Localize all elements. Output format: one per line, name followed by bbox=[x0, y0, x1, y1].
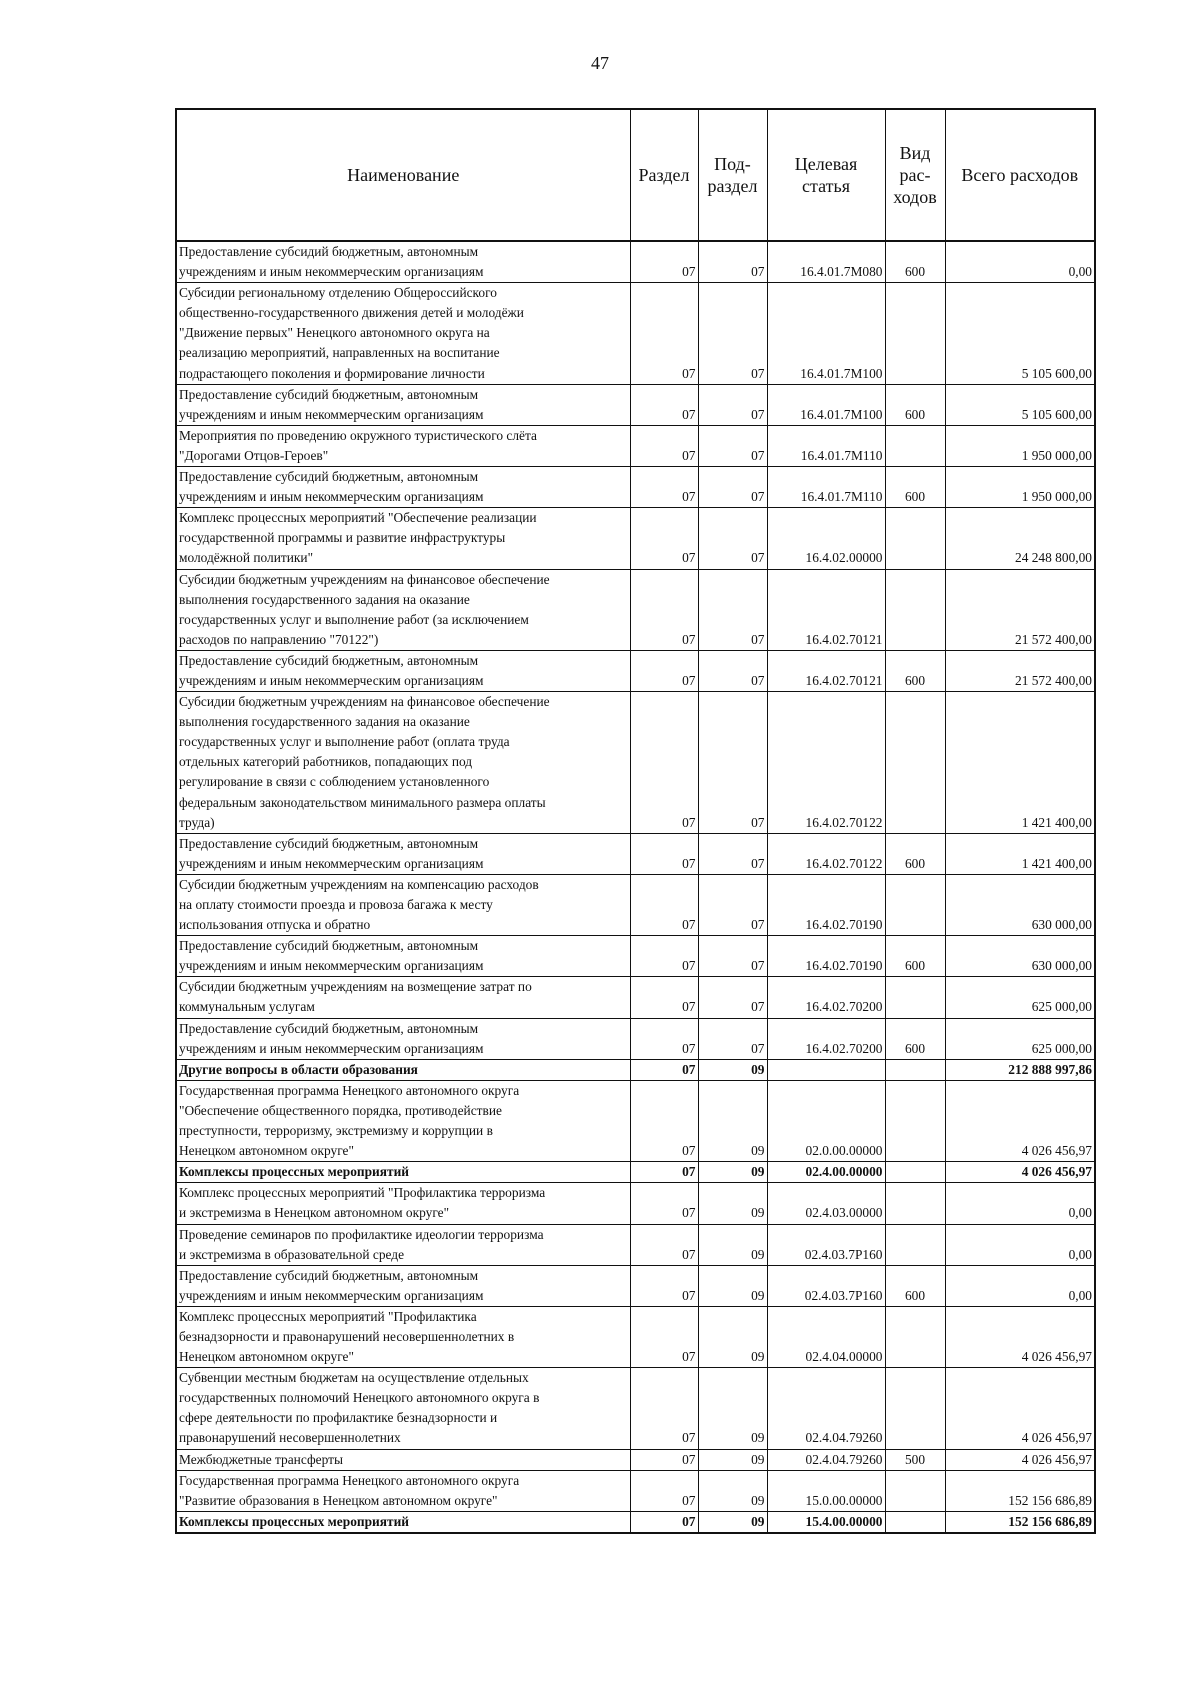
row-name: Комплексы процессных мероприятий bbox=[176, 1511, 630, 1533]
row-total: 4 026 456,97 bbox=[945, 1368, 1095, 1449]
row-total: 5 105 600,00 bbox=[945, 384, 1095, 425]
row-podrazdel: 09 bbox=[698, 1162, 767, 1183]
row-celevaya-statya: 02.4.03.00000 bbox=[767, 1183, 885, 1224]
header-podrazdel: Под- раздел bbox=[698, 109, 767, 241]
row-razdel: 07 bbox=[630, 508, 698, 569]
row-vid-rashodov bbox=[885, 1183, 945, 1224]
table-row bbox=[176, 1224, 1095, 1265]
page-number: 47 bbox=[591, 53, 609, 73]
row-name: Субсидии региональному отделению Общероссийского общественно-государственного движения детей и молодёжи "Движение первых" Ненецкого автономного округа на реализацию мероприятий, направленных на воспитание подрастающего поколения и формирование личности bbox=[176, 283, 630, 384]
row-vid-rashodov: 600 bbox=[885, 467, 945, 508]
table-row bbox=[176, 833, 1095, 874]
row-podrazdel: 09 bbox=[698, 1306, 767, 1367]
row-total: 152 156 686,89 bbox=[945, 1511, 1095, 1533]
table-row bbox=[176, 874, 1095, 935]
row-celevaya-statya: 16.4.02.70200 bbox=[767, 977, 885, 1018]
row-celevaya-statya: 16.4.01.7М100 bbox=[767, 283, 885, 384]
row-total: 1 950 000,00 bbox=[945, 467, 1095, 508]
row-name: Комплекс процессных мероприятий "Профилактика терроризма и экстремизма в Ненецком автономном округе" bbox=[176, 1183, 630, 1224]
row-vid-rashodov: 600 bbox=[885, 936, 945, 977]
row-name: Предоставление субсидий бюджетным, автономным учреждениям и иным некоммерческим организациям bbox=[176, 833, 630, 874]
table-row bbox=[176, 1449, 1095, 1470]
row-name: Межбюджетные трансферты bbox=[176, 1449, 630, 1470]
table-row bbox=[176, 241, 1095, 283]
row-total: 625 000,00 bbox=[945, 1018, 1095, 1059]
header-celevaya-statya: Целевая статья bbox=[767, 109, 885, 241]
row-vid-rashodov bbox=[885, 508, 945, 569]
row-celevaya-statya: 16.4.02.70121 bbox=[767, 569, 885, 650]
row-podrazdel: 07 bbox=[698, 384, 767, 425]
row-razdel: 07 bbox=[630, 1449, 698, 1470]
row-vid-rashodov bbox=[885, 692, 945, 834]
row-vid-rashodov bbox=[885, 1470, 945, 1511]
row-name: Субвенции местным бюджетам на осуществление отдельных государственных полномочий Ненецкого автономного округа в сфере деятельности по профилактике безнадзорности и правонарушений несовершеннолетних bbox=[176, 1368, 630, 1449]
row-vid-rashodov bbox=[885, 425, 945, 466]
row-podrazdel: 07 bbox=[698, 283, 767, 384]
row-name: Предоставление субсидий бюджетным, автономным учреждениям и иным некоммерческим организациям bbox=[176, 936, 630, 977]
row-razdel: 07 bbox=[630, 833, 698, 874]
row-razdel: 07 bbox=[630, 569, 698, 650]
row-podrazdel: 09 bbox=[698, 1265, 767, 1306]
row-total: 0,00 bbox=[945, 241, 1095, 283]
row-razdel: 07 bbox=[630, 1162, 698, 1183]
row-vid-rashodov: 600 bbox=[885, 833, 945, 874]
row-vid-rashodov: 600 bbox=[885, 384, 945, 425]
row-name: Субсидии бюджетным учреждениям на возмещение затрат по коммунальным услугам bbox=[176, 977, 630, 1018]
row-celevaya-statya: 15.4.00.00000 bbox=[767, 1511, 885, 1533]
row-razdel: 07 bbox=[630, 1368, 698, 1449]
row-vid-rashodov: 600 bbox=[885, 1265, 945, 1306]
row-razdel: 07 bbox=[630, 241, 698, 283]
row-razdel: 07 bbox=[630, 1470, 698, 1511]
table-row bbox=[176, 692, 1095, 834]
row-total: 4 026 456,97 bbox=[945, 1162, 1095, 1183]
table-row bbox=[176, 977, 1095, 1018]
row-vid-rashodov bbox=[885, 283, 945, 384]
row-celevaya-statya: 02.4.03.7Р160 bbox=[767, 1265, 885, 1306]
row-razdel: 07 bbox=[630, 1018, 698, 1059]
row-total: 21 572 400,00 bbox=[945, 650, 1095, 691]
row-razdel: 07 bbox=[630, 936, 698, 977]
row-podrazdel: 07 bbox=[698, 977, 767, 1018]
table-row bbox=[176, 1306, 1095, 1367]
table-row bbox=[176, 650, 1095, 691]
row-podrazdel: 09 bbox=[698, 1059, 767, 1080]
row-razdel: 07 bbox=[630, 425, 698, 466]
row-podrazdel: 07 bbox=[698, 833, 767, 874]
row-razdel: 07 bbox=[630, 1224, 698, 1265]
row-total: 0,00 bbox=[945, 1183, 1095, 1224]
table-body bbox=[176, 241, 1095, 1533]
row-podrazdel: 09 bbox=[698, 1449, 767, 1470]
row-razdel: 07 bbox=[630, 874, 698, 935]
row-podrazdel: 07 bbox=[698, 241, 767, 283]
row-podrazdel: 09 bbox=[698, 1183, 767, 1224]
table-row bbox=[176, 1265, 1095, 1306]
row-total: 21 572 400,00 bbox=[945, 569, 1095, 650]
table-row bbox=[176, 1470, 1095, 1511]
row-vid-rashodov: 600 bbox=[885, 241, 945, 283]
row-celevaya-statya: 15.0.00.00000 bbox=[767, 1470, 885, 1511]
row-podrazdel: 07 bbox=[698, 569, 767, 650]
row-name: Субсидии бюджетным учреждениям на финансовое обеспечение выполнения государственного задания на оказание государственных услуг и выполнение работ (за исключением расходов по направлению "70122") bbox=[176, 569, 630, 650]
row-total: 0,00 bbox=[945, 1265, 1095, 1306]
table-row bbox=[176, 283, 1095, 384]
row-name: Комплексы процессных мероприятий bbox=[176, 1162, 630, 1183]
row-celevaya-statya: 16.4.02.00000 bbox=[767, 508, 885, 569]
row-podrazdel: 07 bbox=[698, 874, 767, 935]
row-celevaya-statya: 16.4.02.70190 bbox=[767, 874, 885, 935]
row-total: 4 026 456,97 bbox=[945, 1449, 1095, 1470]
row-total: 0,00 bbox=[945, 1224, 1095, 1265]
row-vid-rashodov bbox=[885, 1059, 945, 1080]
row-razdel: 07 bbox=[630, 1080, 698, 1161]
row-vid-rashodov bbox=[885, 1368, 945, 1449]
row-vid-rashodov bbox=[885, 569, 945, 650]
row-name: Субсидии бюджетным учреждениям на финансовое обеспечение выполнения государственного задания на оказание государственных услуг и выполнение работ (оплата труда отдельных категорий работников, попадающих под регулирование в связи с соблюдением установленного федеральным законодательством минимального размера оплаты труда) bbox=[176, 692, 630, 834]
row-total: 625 000,00 bbox=[945, 977, 1095, 1018]
row-podrazdel: 07 bbox=[698, 692, 767, 834]
budget-table bbox=[175, 108, 1096, 1534]
row-razdel: 07 bbox=[630, 977, 698, 1018]
row-name: Предоставление субсидий бюджетным, автономным учреждениям и иным некоммерческим организациям bbox=[176, 650, 630, 691]
row-celevaya-statya: 02.0.00.00000 bbox=[767, 1080, 885, 1161]
table-row bbox=[176, 1080, 1095, 1161]
row-razdel: 07 bbox=[630, 1265, 698, 1306]
header-name: Наименование bbox=[176, 109, 630, 241]
row-celevaya-statya: 02.4.00.00000 bbox=[767, 1162, 885, 1183]
row-razdel: 07 bbox=[630, 650, 698, 691]
row-name: Предоставление субсидий бюджетным, автономным учреждениям и иным некоммерческим организациям bbox=[176, 467, 630, 508]
row-total: 24 248 800,00 bbox=[945, 508, 1095, 569]
row-podrazdel: 07 bbox=[698, 650, 767, 691]
table-row bbox=[176, 1018, 1095, 1059]
row-vid-rashodov: 600 bbox=[885, 650, 945, 691]
row-celevaya-statya: 16.4.01.7М100 bbox=[767, 384, 885, 425]
table-header-row bbox=[176, 109, 1095, 241]
row-celevaya-statya: 16.4.01.7М110 bbox=[767, 467, 885, 508]
row-celevaya-statya: 16.4.02.70200 bbox=[767, 1018, 885, 1059]
row-podrazdel: 07 bbox=[698, 467, 767, 508]
row-podrazdel: 07 bbox=[698, 936, 767, 977]
row-total: 1 950 000,00 bbox=[945, 425, 1095, 466]
row-vid-rashodov bbox=[885, 1162, 945, 1183]
row-razdel: 07 bbox=[630, 1511, 698, 1533]
row-name: Предоставление субсидий бюджетным, автономным учреждениям и иным некоммерческим организациям bbox=[176, 241, 630, 283]
table-row bbox=[176, 508, 1095, 569]
row-razdel: 07 bbox=[630, 1306, 698, 1367]
row-podrazdel: 09 bbox=[698, 1511, 767, 1533]
table-row bbox=[176, 1059, 1095, 1080]
row-podrazdel: 07 bbox=[698, 1018, 767, 1059]
row-name: Субсидии бюджетным учреждениям на компенсацию расходов на оплату стоимости проезда и провоза багажа к месту использования отпуска и обратно bbox=[176, 874, 630, 935]
row-podrazdel: 09 bbox=[698, 1080, 767, 1161]
row-name: Предоставление субсидий бюджетным, автономным учреждениям и иным некоммерческим организациям bbox=[176, 1018, 630, 1059]
row-podrazdel: 07 bbox=[698, 425, 767, 466]
row-celevaya-statya: 16.4.02.70121 bbox=[767, 650, 885, 691]
row-name: Комплекс процессных мероприятий "Обеспечение реализации государственной программы и развитие инфраструктуры молодёжной политики" bbox=[176, 508, 630, 569]
row-name: Комплекс процессных мероприятий "Профилактика безнадзорности и правонарушений несовершеннолетних в Ненецком автономном округе" bbox=[176, 1306, 630, 1367]
header-total: Всего расходов bbox=[945, 109, 1095, 241]
row-celevaya-statya: 02.4.03.7Р160 bbox=[767, 1224, 885, 1265]
row-total: 1 421 400,00 bbox=[945, 833, 1095, 874]
row-total: 5 105 600,00 bbox=[945, 283, 1095, 384]
row-podrazdel: 07 bbox=[698, 508, 767, 569]
header-vid-rashodov: Вид рас- ходов bbox=[885, 109, 945, 241]
row-celevaya-statya: 16.4.02.70122 bbox=[767, 833, 885, 874]
row-podrazdel: 09 bbox=[698, 1470, 767, 1511]
table-row bbox=[176, 384, 1095, 425]
table-row bbox=[176, 467, 1095, 508]
row-total: 1 421 400,00 bbox=[945, 692, 1095, 834]
table-row bbox=[176, 569, 1095, 650]
row-total: 4 026 456,97 bbox=[945, 1080, 1095, 1161]
row-vid-rashodov: 500 bbox=[885, 1449, 945, 1470]
row-celevaya-statya bbox=[767, 1059, 885, 1080]
row-name: Государственная программа Ненецкого автономного округа "Развитие образования в Ненецком автономном округе" bbox=[176, 1470, 630, 1511]
table-row bbox=[176, 936, 1095, 977]
row-podrazdel: 09 bbox=[698, 1224, 767, 1265]
row-vid-rashodov bbox=[885, 874, 945, 935]
row-vid-rashodov bbox=[885, 1306, 945, 1367]
row-razdel: 07 bbox=[630, 1059, 698, 1080]
table-row bbox=[176, 1511, 1095, 1533]
row-razdel: 07 bbox=[630, 692, 698, 834]
header-razdel: Раздел bbox=[630, 109, 698, 241]
row-name: Государственная программа Ненецкого автономного округа "Обеспечение общественного порядка, противодействие преступности, терроризму, экстремизму и коррупции в Ненецком автономном округе" bbox=[176, 1080, 630, 1161]
row-celevaya-statya: 02.4.04.79260 bbox=[767, 1368, 885, 1449]
row-name: Предоставление субсидий бюджетным, автономным учреждениям и иным некоммерческим организациям bbox=[176, 384, 630, 425]
row-vid-rashodov bbox=[885, 977, 945, 1018]
row-total: 212 888 997,86 bbox=[945, 1059, 1095, 1080]
row-vid-rashodov: 600 bbox=[885, 1018, 945, 1059]
row-vid-rashodov bbox=[885, 1080, 945, 1161]
table-row bbox=[176, 1183, 1095, 1224]
row-vid-rashodov bbox=[885, 1224, 945, 1265]
row-celevaya-statya: 16.4.02.70190 bbox=[767, 936, 885, 977]
row-total: 630 000,00 bbox=[945, 874, 1095, 935]
table-row bbox=[176, 1368, 1095, 1449]
row-name: Предоставление субсидий бюджетным, автономным учреждениям и иным некоммерческим организациям bbox=[176, 1265, 630, 1306]
row-celevaya-statya: 02.4.04.00000 bbox=[767, 1306, 885, 1367]
row-name: Проведение семинаров по профилактике идеологии терроризма и экстремизма в образовательной среде bbox=[176, 1224, 630, 1265]
row-total: 152 156 686,89 bbox=[945, 1470, 1095, 1511]
row-name: Мероприятия по проведению окружного туристического слёта "Дорогами Отцов-Героев" bbox=[176, 425, 630, 466]
table-row bbox=[176, 1162, 1095, 1183]
row-celevaya-statya: 02.4.04.79260 bbox=[767, 1449, 885, 1470]
row-razdel: 07 bbox=[630, 283, 698, 384]
row-vid-rashodov bbox=[885, 1511, 945, 1533]
row-razdel: 07 bbox=[630, 384, 698, 425]
row-podrazdel: 09 bbox=[698, 1368, 767, 1449]
row-name: Другие вопросы в области образования bbox=[176, 1059, 630, 1080]
row-celevaya-statya: 16.4.02.70122 bbox=[767, 692, 885, 834]
row-total: 630 000,00 bbox=[945, 936, 1095, 977]
row-celevaya-statya: 16.4.01.7М110 bbox=[767, 425, 885, 466]
table-row bbox=[176, 425, 1095, 466]
row-razdel: 07 bbox=[630, 1183, 698, 1224]
row-total: 4 026 456,97 bbox=[945, 1306, 1095, 1367]
row-celevaya-statya: 16.4.01.7М080 bbox=[767, 241, 885, 283]
row-razdel: 07 bbox=[630, 467, 698, 508]
